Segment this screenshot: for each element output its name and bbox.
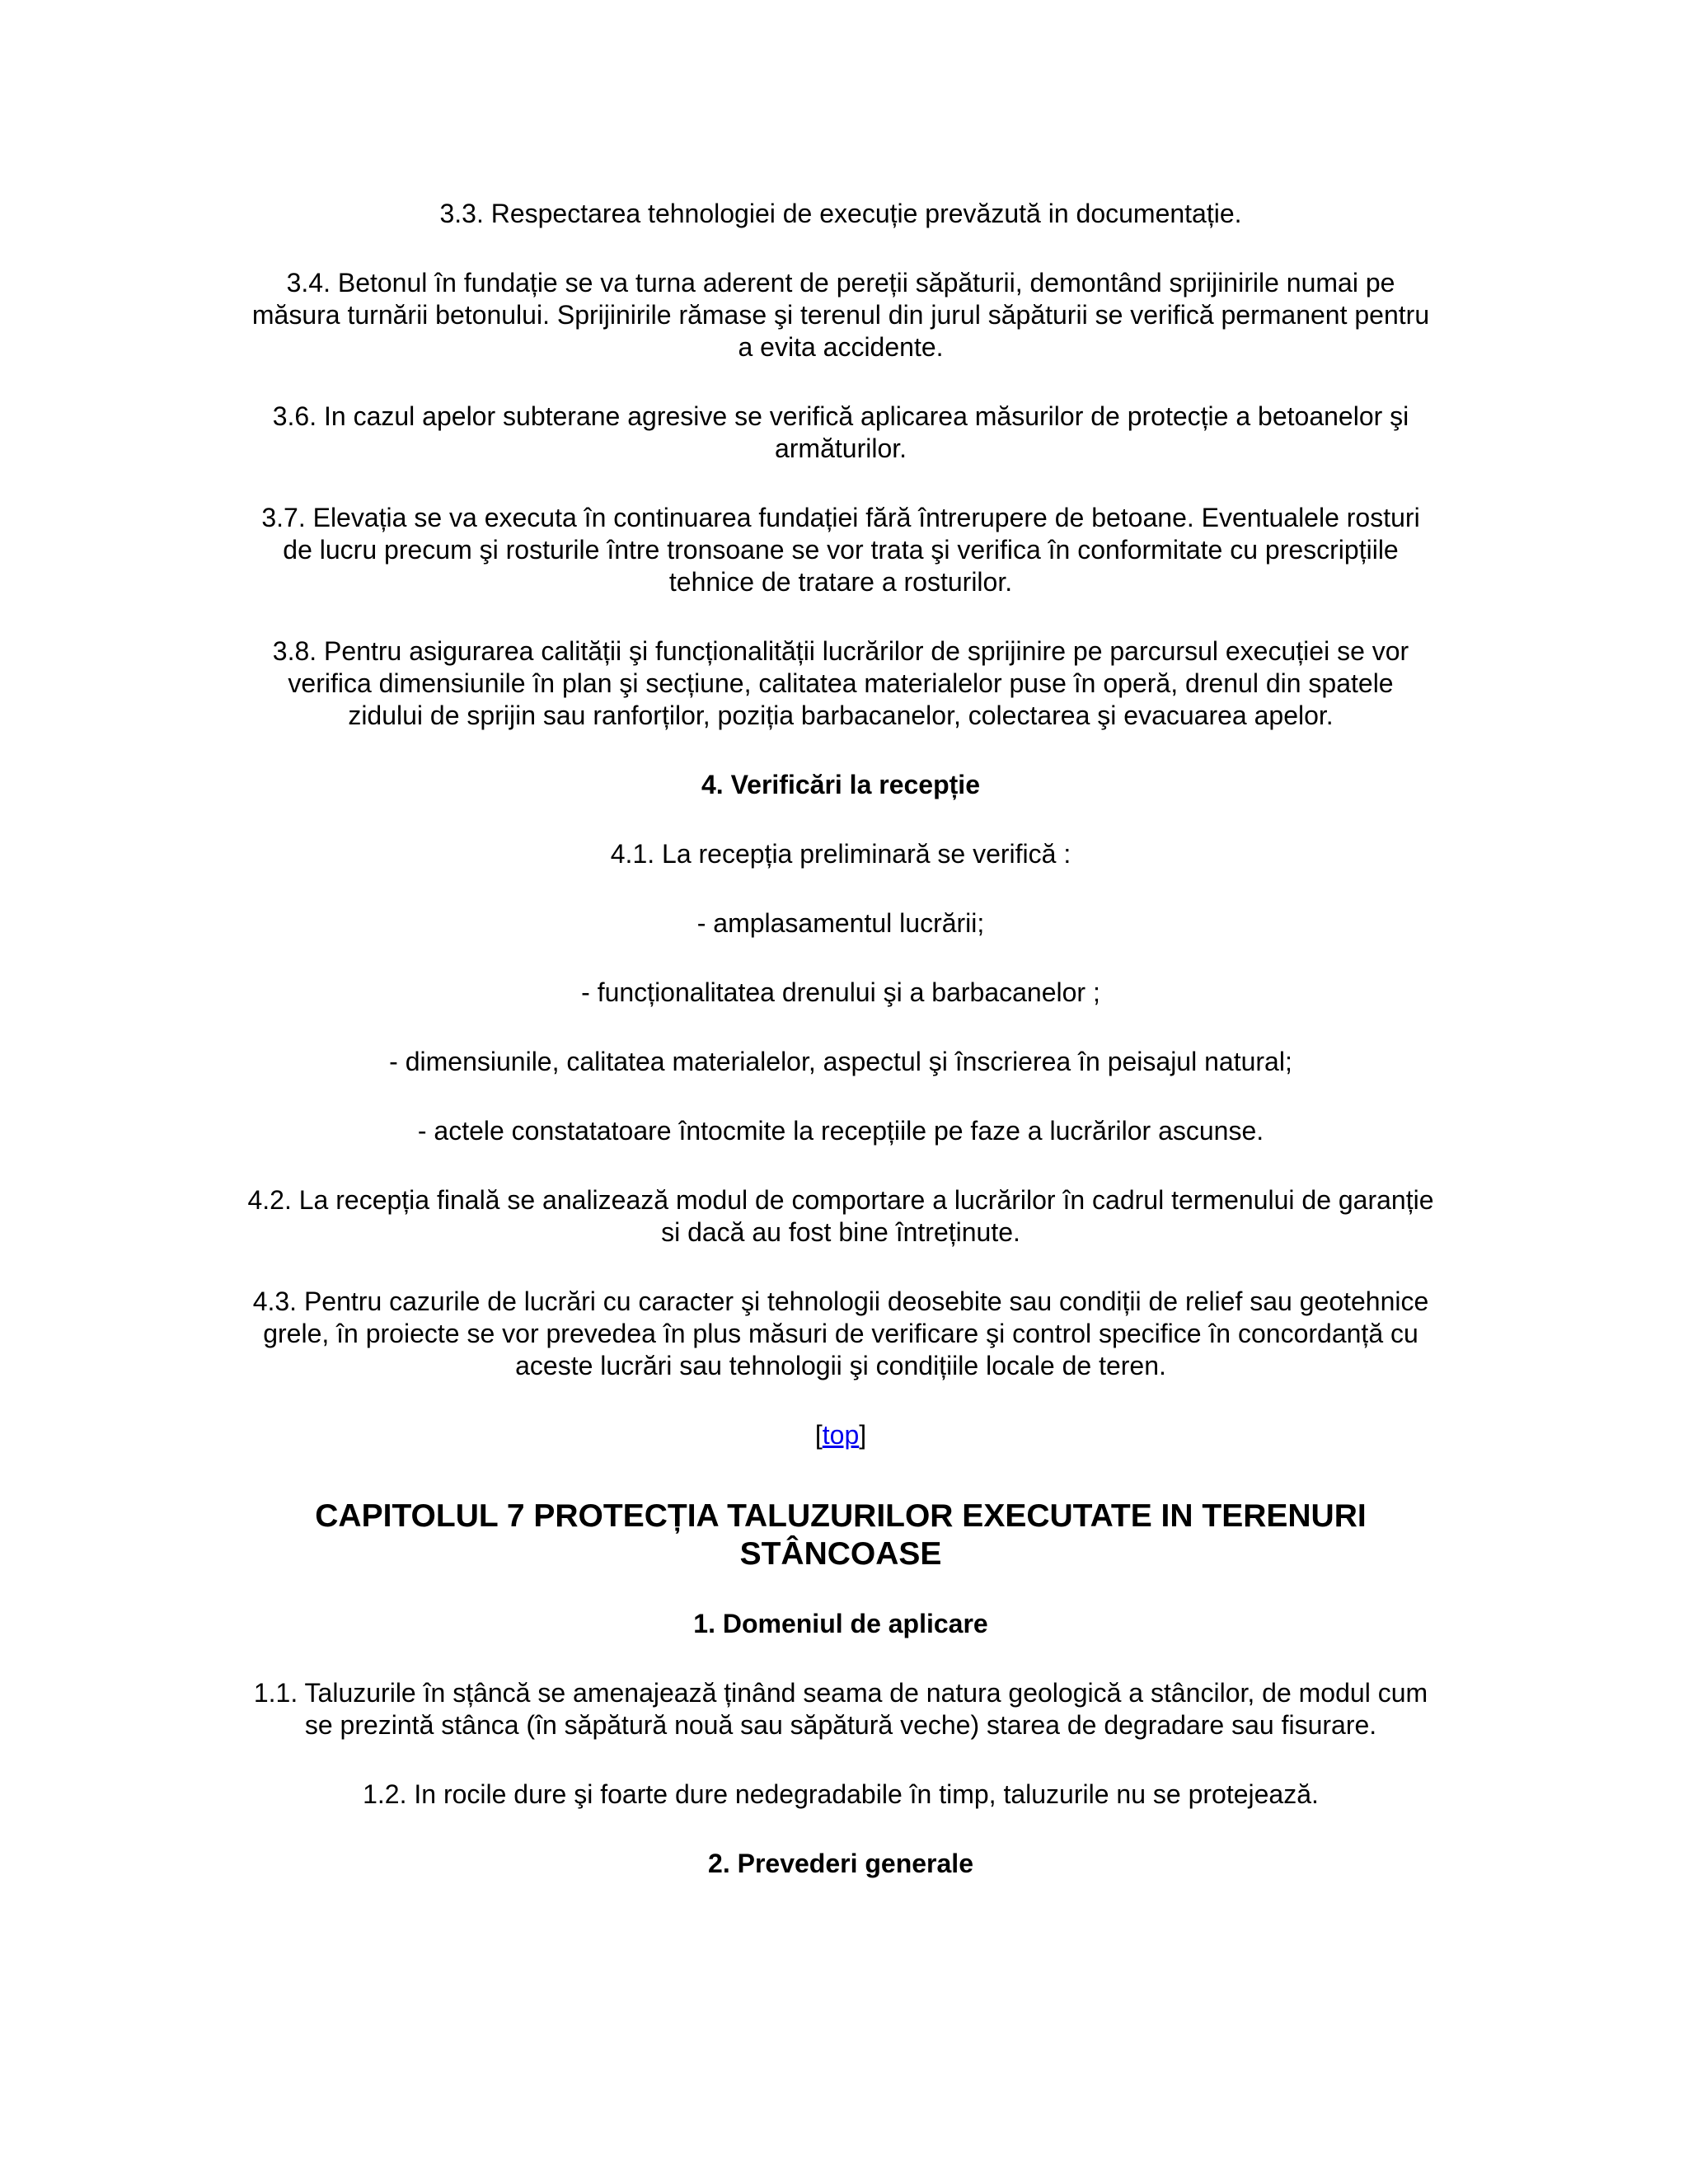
paragraph-4-1: 4.1. La recepția preliminară se verifică : [610, 839, 1071, 869]
paragraph-3-3: 3.3. Respectarea tehnologiei de execuție prevăzută in documentație. [439, 199, 1242, 228]
section-2-heading: 2. Prevederi generale [708, 1849, 973, 1878]
bracket-close: ] [859, 1420, 867, 1450]
top-link[interactable]: top [822, 1420, 860, 1450]
paragraph-4-2: 4.2. La recepția finală se analizează modul de comportare a lucrărilor în cadrul termenului de garanție si dacă au fost bine întreținute. [247, 1185, 1434, 1247]
paragraph-3-7: 3.7. Elevația se va executa în continuarea fundației fără întrerupere de betoane. Eventualele rosturi de lucru precum şi rosturile între tronsoane se vor trata şi verifica în conformitate cu prescripțiile tehnice de tratare a rosturilor. [261, 503, 1420, 597]
paragraph-1-1: 1.1. Taluzurile în sțâncă se amenajează ținând seama de natura geologică a stâncilor, de modul cum se prezintă stânca (în săpătură nouă sau săpătură veche) starea de degradare sau fisurare. [253, 1678, 1428, 1740]
paragraph-3-6: 3.6. In cazul apelor subterane agresive se verifică aplicarea măsurilor de protecție a betoanelor şi armăturilor. [272, 401, 1409, 463]
paragraph-3-8: 3.8. Pentru asigurarea calității şi funcționalității lucrărilor de sprijinire pe parcursul execuției se vor verifica dimensiunile în plan şi secțiune, calitatea materialelor puse în operă, drenul din spatele zidului de sprijin sau ranforților, poziția barbacanelor, colectarea şi evacuarea apelor. [272, 636, 1409, 730]
document-page [247, 198, 1434, 1917]
chapter-title: CAPITOLUL 7 PROTECȚIA TALUZURILOR EXECUTATE IN TERENURI STÂNCOASE [315, 1498, 1367, 1572]
bracket-open: [ [814, 1420, 823, 1450]
list-item-acte: - actele constatatoare întocmite la recepțiile pe faze a lucrărilor ascunse. [417, 1116, 1264, 1146]
list-item-dimensiuni: - dimensiunile, calitatea materialelor, aspectul şi înscrierea în peisajul natural; [389, 1047, 1292, 1076]
paragraph-3-4: 3.4. Betonul în fundație se va turna aderent de pereții săpăturii, demontând sprijinirile numai pe măsura turnării betonului. Sprijinirile rămase şi terenul din jurul săpăturii se verifică permanent pentru a evita accidente. [251, 268, 1430, 362]
section-1-heading: 1. Domeniul de aplicare [693, 1609, 988, 1638]
paragraph-4-3: 4.3. Pentru cazurile de lucrări cu caracter şi tehnologii deosebite sau condiții de relief sau geotehnice grele, în proiecte se vor prevedea în plus măsuri de verificare şi control specifice în concordanță cu aceste lucrări sau tehnologii şi condițiile locale de teren. [252, 1286, 1429, 1380]
list-item-amplasament: - amplasamentul lucrării; [696, 908, 985, 938]
section-4-heading: 4. Verificări la recepție [701, 770, 980, 799]
list-item-functionalitate: - funcționalitatea drenului şi a barbacanelor ; [581, 977, 1100, 1007]
top-link-line [247, 1419, 1434, 1451]
paragraph-1-2: 1.2. In rocile dure şi foarte dure nedegradabile în timp, taluzurile nu se protejează. [363, 1779, 1319, 1809]
